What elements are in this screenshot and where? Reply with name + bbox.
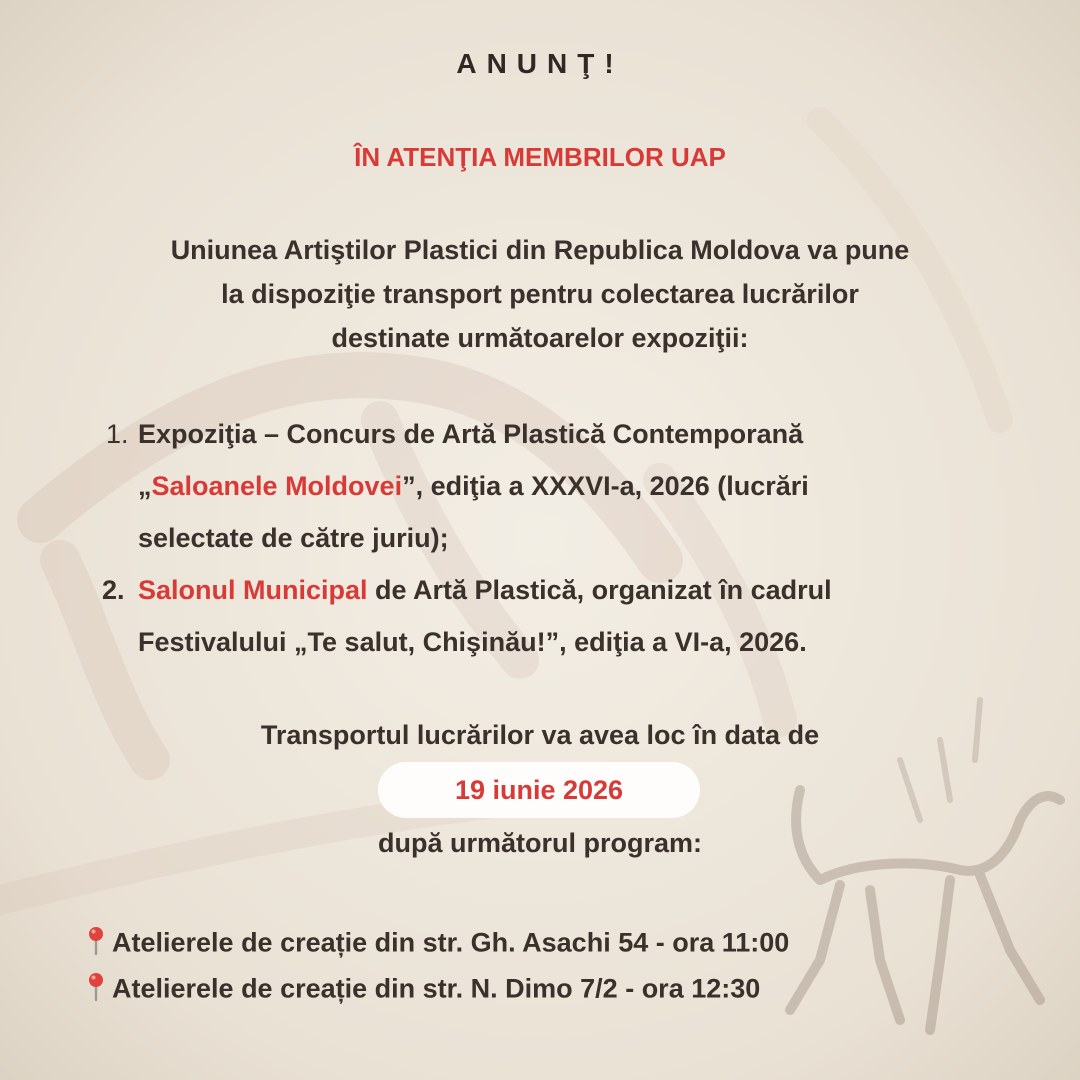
intro-line: Uniunea Artiştilor Plastici din Republica Moldova va pune — [170, 235, 910, 265]
item-number: 1. — [106, 419, 129, 449]
intro-line: la dispoziţie transport pentru colectarea lucrărilor — [221, 279, 859, 309]
item-line — [138, 460, 1018, 512]
intro-paragraph — [60, 228, 1020, 360]
transport-text: Transportul lucrărilor va avea loc în data de — [260, 720, 820, 750]
intro-line: destinate următoarelor expoziţii: — [331, 323, 749, 353]
item-line: Expoziţia – Concurs de Artă Plastică Contemporană — [138, 419, 804, 449]
exhibition-name: Saloanele Moldovei — [151, 471, 403, 501]
pin-icon — [86, 972, 106, 1009]
item-line-suffix: de Artă Plastică, organizat în cadrul — [367, 575, 832, 605]
exhibition-item-1 — [106, 408, 1018, 564]
schedule-item-1 — [86, 926, 789, 963]
item-line: Festivalului „Te salut, Chişinău!”, ediţia a VI-a, 2026. — [138, 627, 807, 657]
date-badge: 19 iunie 2026 — [378, 762, 700, 818]
exhibition-name: Salonul Municipal — [138, 575, 368, 605]
program-text: după următorul program: — [377, 828, 702, 858]
item-line: selectate de către juriu); — [138, 523, 449, 553]
announcement-heading: ANUNŢ! — [456, 48, 624, 79]
pin-icon — [86, 926, 106, 963]
schedule-text: Atelierele de creație din str. N. Dimo 7/2 - ora 12:30 — [112, 973, 761, 1004]
item-line-suffix: ”, ediţia a XXXVI-a, 2026 (lucrări — [402, 471, 809, 501]
exhibition-item-2 — [102, 564, 1038, 668]
item-number: 2. — [102, 575, 125, 605]
quote-open: „ — [138, 471, 152, 501]
schedule-text: Atelierele de creație din str. Gh. Asachi 54 - ora 11:00 — [112, 927, 790, 958]
item-line — [138, 564, 1038, 616]
announcement-subheading: ÎN ATENŢIA MEMBRILOR UAP — [354, 142, 726, 172]
schedule-item-2 — [86, 972, 760, 1009]
